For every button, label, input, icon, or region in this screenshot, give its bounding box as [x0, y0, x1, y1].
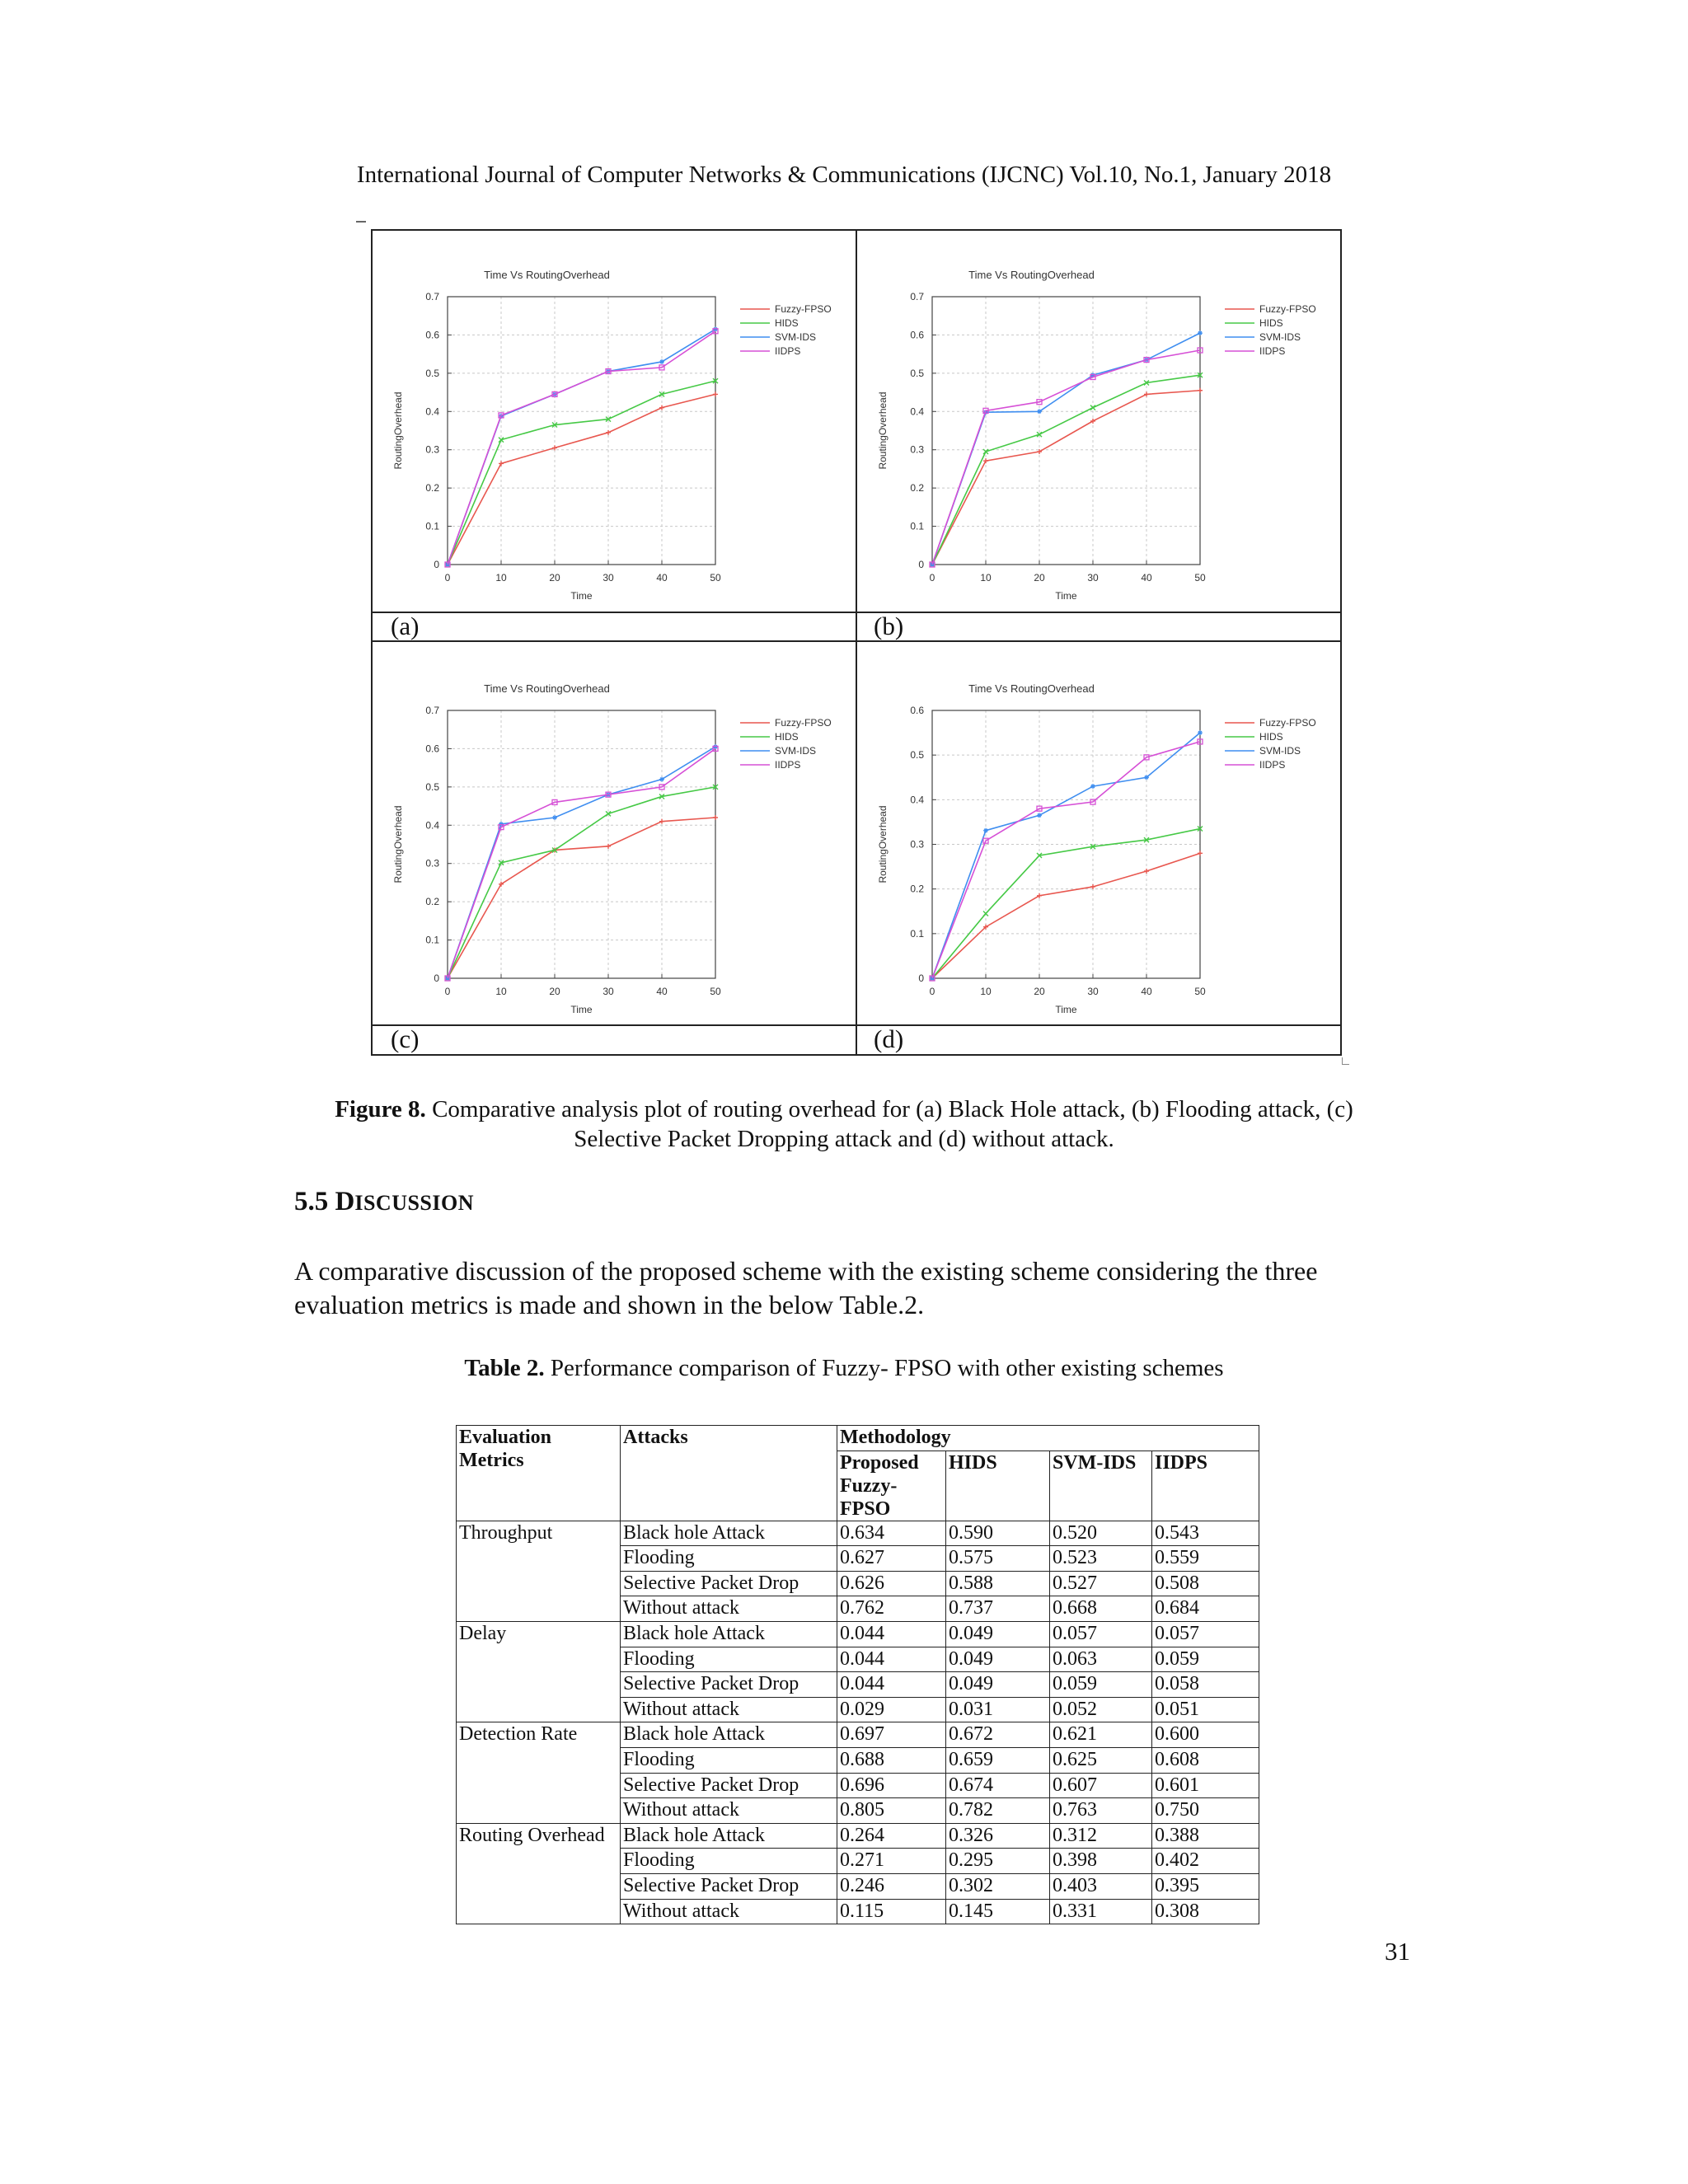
table-caption: Table 2. Performance comparison of Fuzzy- FPSO with other existing schemes	[464, 1355, 1224, 1381]
y-tick-label: 0.1	[425, 934, 439, 946]
value-cell: 0.044	[837, 1672, 946, 1698]
legend-label: Fuzzy-FPSO	[1259, 717, 1316, 729]
y-tick-label: 0.2	[910, 883, 924, 895]
metric-cell	[457, 1571, 621, 1596]
table-row	[457, 1873, 1259, 1899]
y-axis-label: RoutingOverhead	[392, 805, 404, 883]
value-cell: 0.684	[1152, 1596, 1259, 1622]
value-cell: 0.737	[946, 1596, 1050, 1622]
value-cell: 0.326	[946, 1823, 1050, 1849]
metric-cell	[457, 1546, 621, 1572]
caption-label: Figure 8.	[335, 1096, 426, 1122]
panel-label-a: (a)	[391, 612, 420, 640]
legend-label: HIDS	[775, 731, 799, 743]
legend-label: HIDS	[1259, 731, 1283, 743]
y-tick-label: 0.7	[425, 705, 439, 716]
data-point	[1198, 851, 1203, 855]
data-point	[606, 844, 611, 849]
panel-label-c: (c)	[391, 1024, 420, 1053]
attack-cell: Selective Packet Drop	[621, 1773, 837, 1798]
series-line	[448, 747, 715, 978]
value-cell: 0.049	[946, 1647, 1050, 1672]
page-number: 31	[1385, 1937, 1410, 1966]
comparison-table	[456, 1425, 1259, 1924]
value-cell: 0.590	[946, 1521, 1050, 1546]
legend-label: HIDS	[775, 317, 799, 329]
value-cell: 0.049	[946, 1621, 1050, 1647]
data-point	[983, 458, 988, 463]
x-tick-label: 0	[444, 572, 451, 583]
value-cell: 0.057	[1152, 1621, 1259, 1647]
data-point	[1144, 391, 1149, 396]
y-tick-label: 0.1	[910, 927, 924, 940]
value-cell: 0.246	[837, 1873, 946, 1899]
data-point	[1198, 388, 1203, 393]
table-row	[457, 1849, 1259, 1874]
metric-cell	[457, 1697, 621, 1722]
x-axis-label: Time	[570, 590, 593, 602]
y-tick-label: 0.5	[425, 780, 439, 793]
y-tick-label: 0.3	[910, 838, 924, 851]
journal-header: International Journal of Computer Networks & Communications (IJCNC) Vol.10, No.1, January 2018	[356, 162, 1332, 188]
stray-mark	[356, 221, 366, 223]
x-tick-label: 30	[1087, 986, 1099, 997]
y-axis-label: RoutingOverhead	[877, 391, 889, 470]
header-attacks: Attacks	[621, 1426, 837, 1521]
y-tick-label: 0.7	[910, 291, 924, 302]
value-cell: 0.626	[837, 1571, 946, 1596]
chart-title: Time Vs RoutingOverhead	[484, 682, 610, 695]
x-tick-label: 30	[1087, 572, 1099, 583]
y-tick-label: 0.6	[910, 329, 924, 341]
value-cell: 0.575	[946, 1546, 1050, 1572]
value-cell: 0.559	[1152, 1546, 1259, 1572]
y-tick-label: 0	[434, 559, 439, 570]
series-line	[448, 818, 715, 978]
x-tick-label: 20	[549, 572, 560, 583]
attack-cell: Black hole Attack	[621, 1621, 837, 1647]
data-point	[983, 828, 988, 833]
attack-cell: Without attack	[621, 1697, 837, 1722]
series-line	[932, 829, 1200, 978]
header-methodology: Methodology	[837, 1426, 1259, 1451]
body-paragraph: A comparative discussion of the proposed scheme with the existing scheme considering the three evaluation metrics is made and shown in the below Table.2.	[294, 1256, 1318, 1319]
chart-b	[868, 262, 1338, 608]
attack-cell: Selective Packet Drop	[621, 1672, 837, 1698]
legend-label: Fuzzy-FPSO	[1259, 303, 1316, 315]
series-line	[448, 394, 715, 565]
value-cell: 0.044	[837, 1621, 946, 1647]
value-cell: 0.052	[1050, 1697, 1152, 1722]
table-row	[457, 1747, 1259, 1773]
value-cell: 0.388	[1152, 1823, 1259, 1849]
attack-cell: Flooding	[621, 1849, 837, 1874]
value-cell: 0.145	[946, 1899, 1050, 1924]
value-cell: 0.543	[1152, 1521, 1259, 1546]
value-cell: 0.049	[946, 1672, 1050, 1698]
chart-c	[383, 676, 853, 1022]
value-cell: 0.697	[837, 1722, 946, 1748]
y-tick-label: 0.6	[425, 329, 439, 341]
x-tick-label: 50	[1194, 572, 1206, 583]
data-point	[1090, 784, 1095, 789]
table-row	[457, 1697, 1259, 1722]
header-metrics: Evaluation Metrics	[457, 1426, 621, 1521]
value-cell: 0.403	[1050, 1873, 1152, 1899]
legend-label: IIDPS	[775, 759, 801, 771]
table-row	[457, 1546, 1259, 1572]
series-line	[932, 375, 1200, 565]
data-point	[1144, 869, 1149, 874]
value-cell: 0.600	[1152, 1722, 1259, 1748]
chart-a	[383, 262, 853, 608]
x-tick-label: 0	[929, 986, 935, 997]
table-row	[457, 1773, 1259, 1798]
panel-label-b: (b)	[874, 612, 904, 640]
data-point	[659, 819, 664, 824]
y-tick-label: 0.1	[910, 520, 924, 532]
series-line	[448, 381, 715, 565]
panel-label-d: (d)	[874, 1024, 904, 1053]
value-cell: 0.696	[837, 1773, 946, 1798]
series-line	[448, 331, 715, 565]
legend-label: IIDPS	[775, 345, 801, 357]
series-line	[932, 350, 1200, 565]
x-tick-label: 40	[1141, 986, 1152, 997]
x-tick-label: 50	[710, 986, 721, 997]
value-cell: 0.508	[1152, 1571, 1259, 1596]
attack-cell: Without attack	[621, 1798, 837, 1824]
label-divider-c	[371, 1024, 1342, 1026]
attack-cell: Selective Packet Drop	[621, 1873, 837, 1899]
value-cell: 0.659	[946, 1747, 1050, 1773]
table-row	[457, 1672, 1259, 1698]
x-tick-label: 0	[444, 986, 451, 997]
stray-mark	[1342, 1057, 1349, 1065]
metric-cell	[457, 1672, 621, 1698]
legend-label: IIDPS	[1259, 345, 1286, 357]
value-cell: 0.029	[837, 1697, 946, 1722]
section-heading: 5.5 DISCUSSION	[294, 1187, 475, 1216]
value-cell: 0.674	[946, 1773, 1050, 1798]
series-line	[932, 742, 1200, 978]
x-tick-label: 10	[980, 572, 992, 583]
plot-area	[448, 710, 715, 978]
chart-d	[868, 676, 1338, 1022]
attack-cell: Black hole Attack	[621, 1521, 837, 1546]
value-cell: 0.063	[1050, 1647, 1152, 1672]
y-axis-label: RoutingOverhead	[392, 391, 404, 470]
value-cell: 0.308	[1152, 1899, 1259, 1924]
y-tick-label: 0.3	[425, 443, 439, 456]
value-cell: 0.312	[1050, 1823, 1152, 1849]
legend-label: SVM-IDS	[775, 331, 817, 343]
y-tick-label: 0.2	[910, 482, 924, 494]
y-tick-label: 0.2	[425, 896, 439, 908]
x-axis-label: Time	[1055, 590, 1077, 602]
value-cell: 0.588	[946, 1571, 1050, 1596]
metric-cell: Detection Rate	[457, 1722, 621, 1748]
data-point	[713, 815, 718, 820]
series-line	[448, 787, 715, 978]
series-line	[932, 853, 1200, 978]
y-tick-label: 0.2	[425, 482, 439, 494]
value-cell: 0.295	[946, 1849, 1050, 1874]
value-cell: 0.057	[1050, 1621, 1152, 1647]
x-tick-label: 40	[656, 572, 668, 583]
table-row	[457, 1823, 1259, 1849]
table-row	[457, 1899, 1259, 1924]
value-cell: 0.763	[1050, 1798, 1152, 1824]
metric-cell: Delay	[457, 1621, 621, 1647]
value-cell: 0.750	[1152, 1798, 1259, 1824]
attack-cell: Selective Packet Drop	[621, 1571, 837, 1596]
value-cell: 0.688	[837, 1747, 946, 1773]
data-point	[659, 405, 664, 410]
value-cell: 0.331	[1050, 1899, 1152, 1924]
table-row	[457, 1621, 1259, 1647]
y-tick-label: 0	[918, 559, 924, 570]
attack-cell: Flooding	[621, 1546, 837, 1572]
data-point	[1037, 813, 1042, 818]
data-point	[1198, 330, 1203, 335]
value-cell: 0.398	[1050, 1849, 1152, 1874]
caption-text: Comparative analysis plot of routing overhead for (a) Black Hole attack, (b) Flooding attack, (c)	[425, 1096, 1353, 1122]
legend-label: SVM-IDS	[775, 745, 817, 757]
figure-divider-horizontal	[371, 640, 1342, 642]
attack-cell: Flooding	[621, 1647, 837, 1672]
attack-cell: Without attack	[621, 1899, 837, 1924]
x-tick-label: 30	[603, 986, 614, 997]
plot-area	[448, 297, 715, 565]
attack-cell: Flooding	[621, 1747, 837, 1773]
x-tick-label: 10	[980, 986, 992, 997]
metric-cell	[457, 1773, 621, 1798]
attack-cell: Black hole Attack	[621, 1722, 837, 1748]
series-line	[932, 391, 1200, 565]
y-tick-label: 0.6	[425, 743, 439, 755]
y-tick-label: 0.3	[910, 443, 924, 456]
x-tick-label: 20	[1034, 572, 1045, 583]
figure-divider-vertical	[856, 229, 857, 1056]
value-cell: 0.523	[1050, 1546, 1152, 1572]
table-row	[457, 1596, 1259, 1622]
y-tick-label: 0.6	[910, 705, 924, 716]
data-point	[499, 461, 504, 466]
x-tick-label: 0	[929, 572, 935, 583]
y-tick-label: 0.4	[910, 405, 924, 418]
value-cell: 0.302	[946, 1873, 1050, 1899]
value-cell: 0.608	[1152, 1747, 1259, 1773]
y-tick-label: 0.5	[910, 749, 924, 762]
value-cell: 0.601	[1152, 1773, 1259, 1798]
value-cell: 0.627	[837, 1546, 946, 1572]
data-point	[713, 391, 718, 396]
plot-area	[932, 297, 1200, 565]
metric-cell	[457, 1647, 621, 1672]
y-tick-label: 0.7	[425, 291, 439, 302]
metric-cell: Routing Overhead	[457, 1823, 621, 1849]
series-line	[448, 329, 715, 565]
table-row	[457, 1722, 1259, 1748]
table-row	[457, 1647, 1259, 1672]
value-cell: 0.031	[946, 1697, 1050, 1722]
value-cell: 0.044	[837, 1647, 946, 1672]
attack-cell: Black hole Attack	[621, 1823, 837, 1849]
metric-cell	[457, 1873, 621, 1899]
value-cell: 0.668	[1050, 1596, 1152, 1622]
x-tick-label: 20	[1034, 986, 1045, 997]
x-tick-label: 50	[710, 572, 721, 583]
attack-cell: Without attack	[621, 1596, 837, 1622]
value-cell: 0.059	[1152, 1647, 1259, 1672]
header-col: SVM-IDS	[1050, 1451, 1152, 1521]
x-tick-label: 10	[495, 986, 507, 997]
value-cell: 0.115	[837, 1899, 946, 1924]
data-point	[606, 430, 611, 435]
chart-title: Time Vs RoutingOverhead	[968, 269, 1095, 281]
x-tick-label: 20	[549, 986, 560, 997]
x-tick-label: 40	[656, 986, 668, 997]
chart-title: Time Vs RoutingOverhead	[968, 682, 1095, 695]
legend-label: HIDS	[1259, 317, 1283, 329]
legend-label: SVM-IDS	[1259, 331, 1301, 343]
legend-label: Fuzzy-FPSO	[775, 303, 832, 315]
value-cell: 0.059	[1050, 1672, 1152, 1698]
metric-cell	[457, 1747, 621, 1773]
metric-cell	[457, 1899, 621, 1924]
value-cell: 0.672	[946, 1722, 1050, 1748]
value-cell: 0.607	[1050, 1773, 1152, 1798]
y-axis-label: RoutingOverhead	[877, 805, 889, 883]
metric-cell: Throughput	[457, 1521, 621, 1546]
y-tick-label: 0.4	[910, 794, 924, 806]
value-cell: 0.621	[1050, 1722, 1152, 1748]
table-row	[457, 1798, 1259, 1824]
y-tick-label: 0.5	[425, 367, 439, 379]
value-cell: 0.264	[837, 1823, 946, 1849]
value-cell: 0.762	[837, 1596, 946, 1622]
x-tick-label: 10	[495, 572, 507, 583]
y-tick-label: 0	[918, 972, 924, 984]
table-row	[457, 1571, 1259, 1596]
legend-label: SVM-IDS	[1259, 745, 1301, 757]
header-col: HIDS	[946, 1451, 1050, 1521]
data-point	[552, 815, 557, 820]
x-tick-label: 50	[1194, 986, 1206, 997]
value-cell: 0.395	[1152, 1873, 1259, 1899]
series-line	[932, 733, 1200, 978]
value-cell: 0.782	[946, 1798, 1050, 1824]
value-cell: 0.805	[837, 1798, 946, 1824]
caption-text-2: Selective Packet Dropping attack and (d) without attack.	[574, 1126, 1114, 1152]
value-cell: 0.520	[1050, 1521, 1152, 1546]
value-cell: 0.625	[1050, 1747, 1152, 1773]
y-tick-label: 0.4	[425, 819, 439, 832]
x-axis-label: Time	[1055, 1004, 1077, 1015]
chart-title: Time Vs RoutingOverhead	[484, 269, 610, 281]
value-cell: 0.527	[1050, 1571, 1152, 1596]
x-tick-label: 40	[1141, 572, 1152, 583]
table-row	[457, 1521, 1259, 1546]
value-cell: 0.402	[1152, 1849, 1259, 1874]
header-col: Proposed Fuzzy- FPSO	[837, 1451, 946, 1521]
x-axis-label: Time	[570, 1004, 593, 1015]
metric-cell	[457, 1849, 621, 1874]
value-cell: 0.634	[837, 1521, 946, 1546]
y-tick-label: 0.1	[425, 520, 439, 532]
figure-caption	[280, 1094, 1408, 1154]
legend-label: IIDPS	[1259, 759, 1286, 771]
metric-cell	[457, 1596, 621, 1622]
value-cell: 0.051	[1152, 1697, 1259, 1722]
y-tick-label: 0.4	[425, 405, 439, 418]
value-cell: 0.058	[1152, 1672, 1259, 1698]
value-cell: 0.271	[837, 1849, 946, 1874]
legend-label: Fuzzy-FPSO	[775, 717, 832, 729]
y-tick-label: 0.3	[425, 857, 439, 869]
x-tick-label: 30	[603, 572, 614, 583]
header-col: IIDPS	[1152, 1451, 1259, 1521]
y-tick-label: 0	[434, 972, 439, 984]
data-point	[1090, 884, 1095, 889]
label-divider-a	[371, 612, 1342, 613]
metric-cell	[457, 1798, 621, 1824]
y-tick-label: 0.5	[910, 367, 924, 379]
